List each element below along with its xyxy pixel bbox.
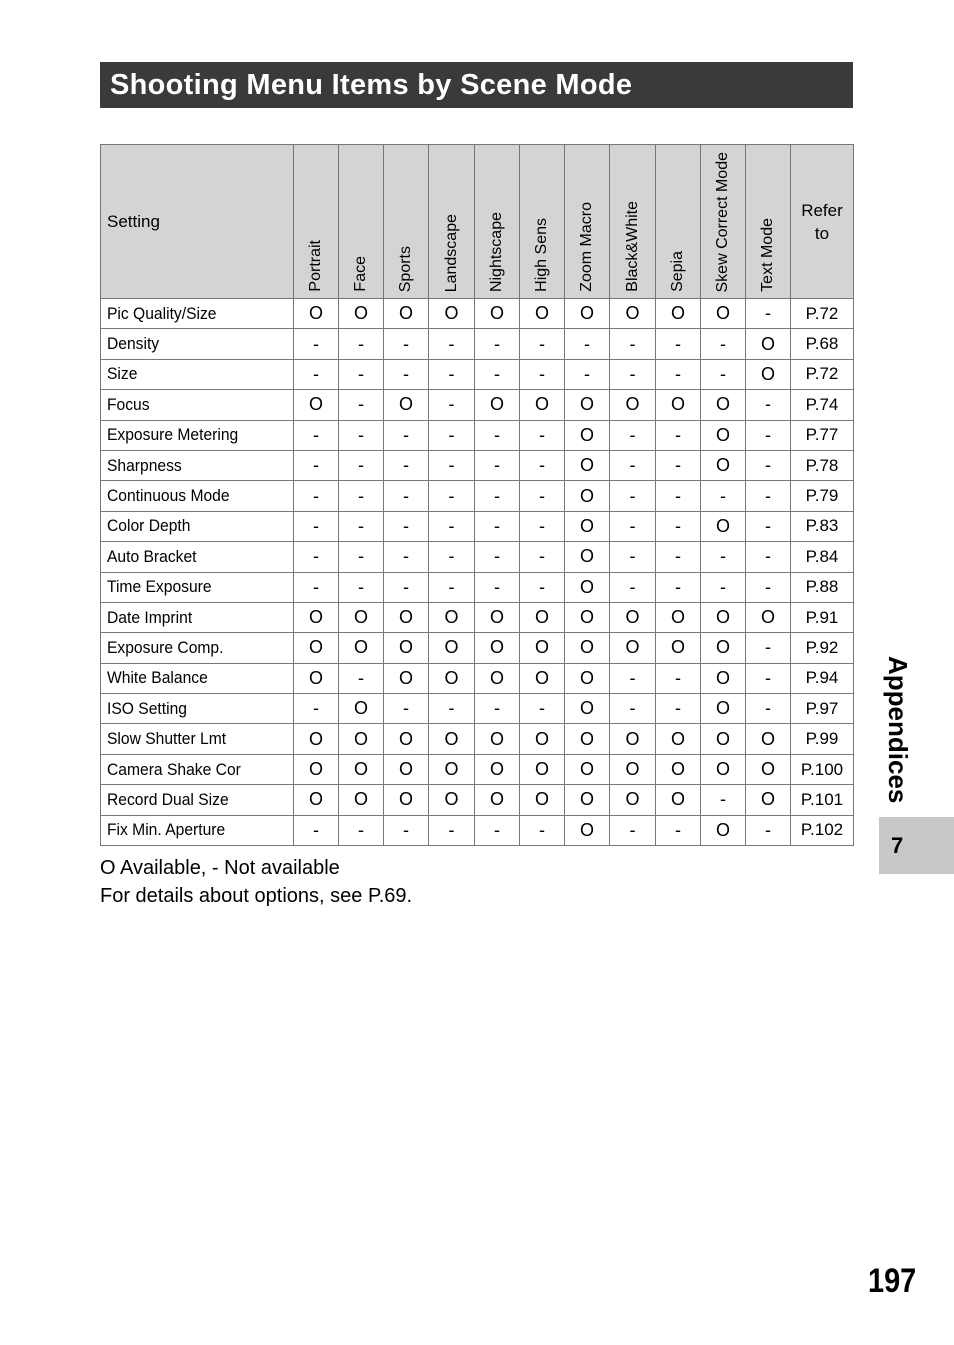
page-reference: P.101 <box>791 785 854 815</box>
availability-cell: - <box>384 329 429 359</box>
availability-cell: - <box>520 694 565 724</box>
page-reference: P.102 <box>791 815 854 845</box>
table-row <box>101 815 854 845</box>
availability-cell: - <box>339 815 384 845</box>
availability-cell: O <box>656 754 701 784</box>
availability-cell: O <box>520 724 565 754</box>
availability-cell: O <box>475 390 520 420</box>
availability-cell: - <box>475 511 520 541</box>
availability-cell: O <box>610 785 656 815</box>
availability-cell: - <box>610 359 656 389</box>
availability-cell: - <box>520 420 565 450</box>
availability-cell: O <box>746 724 791 754</box>
mode-column-header <box>339 145 384 299</box>
mode-label: Sepia <box>669 251 686 292</box>
availability-cell: O <box>701 299 746 329</box>
page-reference: P.84 <box>791 542 854 572</box>
refer-header-line: to <box>814 223 830 243</box>
availability-cell: - <box>520 511 565 541</box>
availability-cell: - <box>384 450 429 480</box>
table-row <box>101 390 854 420</box>
availability-cell: - <box>746 481 791 511</box>
availability-cell: - <box>520 815 565 845</box>
table-row <box>101 633 854 663</box>
page-number: 197 <box>868 1262 917 1300</box>
availability-cell: - <box>610 663 656 693</box>
table-row <box>101 724 854 754</box>
availability-cell: O <box>339 633 384 663</box>
availability-cell: O <box>520 633 565 663</box>
page-reference: P.74 <box>791 390 854 420</box>
availability-cell: - <box>339 511 384 541</box>
availability-cell: O <box>701 450 746 480</box>
availability-cell: O <box>339 785 384 815</box>
mode-label: Text Mode <box>759 218 776 292</box>
table-body <box>101 299 854 846</box>
setting-name: Exposure Comp. <box>101 633 279 663</box>
availability-cell: O <box>701 420 746 450</box>
setting-name: Time Exposure <box>101 572 279 602</box>
refer-header-line: Refer <box>801 200 843 220</box>
table-row <box>101 299 854 329</box>
availability-cell: O <box>701 694 746 724</box>
availability-cell: O <box>565 390 610 420</box>
availability-cell: O <box>294 785 339 815</box>
availability-cell: O <box>565 602 610 632</box>
page-reference: P.72 <box>791 359 854 389</box>
scene-mode-table <box>100 144 854 846</box>
table-row <box>101 329 854 359</box>
availability-cell: - <box>429 511 475 541</box>
availability-cell: - <box>656 329 701 359</box>
availability-cell: O <box>610 754 656 784</box>
availability-cell: O <box>746 329 791 359</box>
availability-cell: - <box>520 329 565 359</box>
availability-cell: - <box>610 572 656 602</box>
availability-cell: O <box>565 694 610 724</box>
mode-column-header <box>475 145 520 299</box>
availability-cell: O <box>475 633 520 663</box>
availability-cell: O <box>384 633 429 663</box>
availability-cell: O <box>610 602 656 632</box>
availability-cell: - <box>656 359 701 389</box>
mode-column-header <box>656 145 701 299</box>
availability-cell: - <box>656 572 701 602</box>
mode-column-header <box>565 145 610 299</box>
availability-cell: - <box>339 359 384 389</box>
table-row <box>101 572 854 602</box>
setting-name: Camera Shake Cor <box>101 754 279 784</box>
availability-cell: - <box>475 450 520 480</box>
setting-name: Color Depth <box>101 511 279 541</box>
page-reference: P.88 <box>791 572 854 602</box>
mode-column-header <box>429 145 475 299</box>
availability-cell: - <box>701 329 746 359</box>
availability-cell: O <box>656 724 701 754</box>
availability-cell: - <box>429 542 475 572</box>
availability-cell: O <box>565 481 610 511</box>
table-row <box>101 511 854 541</box>
availability-cell: - <box>701 359 746 389</box>
availability-cell: O <box>565 450 610 480</box>
legend <box>100 854 412 910</box>
availability-cell: O <box>475 663 520 693</box>
availability-cell: O <box>339 694 384 724</box>
availability-cell: - <box>610 420 656 450</box>
legend-details-note: For details about options, see P.69. <box>100 885 413 907</box>
setting-name: ISO Setting <box>101 694 279 724</box>
availability-cell: - <box>475 572 520 602</box>
availability-cell: - <box>429 815 475 845</box>
availability-cell: O <box>610 390 656 420</box>
availability-cell: - <box>746 663 791 693</box>
mode-label: Nightscape <box>488 211 505 292</box>
availability-cell: - <box>339 329 384 359</box>
availability-cell: - <box>429 359 475 389</box>
availability-cell: - <box>339 481 384 511</box>
availability-cell: O <box>701 511 746 541</box>
availability-cell: O <box>565 572 610 602</box>
availability-cell: O <box>429 663 475 693</box>
availability-cell: O <box>294 299 339 329</box>
legend-availability: O Available, - Not available <box>100 857 340 879</box>
availability-cell: O <box>701 390 746 420</box>
page-reference: P.91 <box>791 602 854 632</box>
setting-name: Auto Bracket <box>101 542 279 572</box>
availability-cell: - <box>339 420 384 450</box>
availability-cell: - <box>429 450 475 480</box>
availability-cell: - <box>384 694 429 724</box>
availability-cell: - <box>656 450 701 480</box>
page-reference: P.77 <box>791 420 854 450</box>
availability-cell: - <box>294 511 339 541</box>
availability-cell: - <box>565 329 610 359</box>
availability-cell: O <box>339 299 384 329</box>
availability-cell: - <box>294 359 339 389</box>
availability-cell: O <box>294 724 339 754</box>
availability-cell: - <box>610 450 656 480</box>
availability-cell: O <box>746 754 791 784</box>
availability-cell: - <box>429 390 475 420</box>
availability-cell: O <box>339 724 384 754</box>
availability-cell: O <box>565 299 610 329</box>
availability-cell: O <box>520 663 565 693</box>
availability-cell: O <box>520 602 565 632</box>
mode-label: Face <box>352 256 369 292</box>
availability-cell: - <box>384 511 429 541</box>
availability-cell: - <box>475 542 520 572</box>
availability-cell: O <box>565 724 610 754</box>
availability-cell: - <box>384 572 429 602</box>
availability-cell: O <box>475 602 520 632</box>
availability-cell: O <box>565 754 610 784</box>
availability-cell: O <box>565 420 610 450</box>
availability-cell: - <box>610 329 656 359</box>
availability-cell: - <box>294 815 339 845</box>
availability-cell: - <box>746 390 791 420</box>
availability-cell: O <box>429 724 475 754</box>
availability-cell: O <box>384 785 429 815</box>
availability-cell: O <box>610 724 656 754</box>
availability-cell: O <box>610 633 656 663</box>
availability-cell: - <box>520 450 565 480</box>
availability-cell: - <box>294 542 339 572</box>
mode-label: High Sens <box>533 218 550 292</box>
availability-cell: - <box>475 359 520 389</box>
page-reference: P.78 <box>791 450 854 480</box>
availability-cell: - <box>384 420 429 450</box>
refer-column-header <box>791 145 854 299</box>
availability-cell: - <box>610 694 656 724</box>
table-row <box>101 450 854 480</box>
availability-cell: O <box>701 633 746 663</box>
mode-column-header <box>701 145 746 299</box>
availability-cell: - <box>746 572 791 602</box>
availability-cell: O <box>520 390 565 420</box>
availability-cell: O <box>565 542 610 572</box>
availability-cell: O <box>656 633 701 663</box>
availability-cell: - <box>429 694 475 724</box>
availability-cell: O <box>701 754 746 784</box>
availability-cell: - <box>339 450 384 480</box>
availability-cell: - <box>701 481 746 511</box>
availability-cell: O <box>656 602 701 632</box>
page-reference: P.99 <box>791 724 854 754</box>
table-row <box>101 602 854 632</box>
availability-cell: - <box>294 481 339 511</box>
availability-cell: - <box>520 359 565 389</box>
availability-cell: O <box>339 602 384 632</box>
availability-cell: - <box>610 542 656 572</box>
table-row <box>101 785 854 815</box>
table-row <box>101 663 854 693</box>
availability-cell: O <box>656 785 701 815</box>
mode-label: Zoom Macro <box>578 202 595 292</box>
mode-label: Skew Correct Mode <box>714 151 731 292</box>
availability-cell: - <box>746 694 791 724</box>
availability-cell: - <box>520 542 565 572</box>
availability-cell: - <box>339 390 384 420</box>
availability-cell: - <box>656 694 701 724</box>
availability-cell: - <box>384 481 429 511</box>
availability-cell: - <box>384 359 429 389</box>
availability-cell: - <box>475 694 520 724</box>
availability-cell: - <box>701 542 746 572</box>
availability-cell: O <box>475 754 520 784</box>
availability-cell: - <box>339 663 384 693</box>
page-reference: P.79 <box>791 481 854 511</box>
availability-cell: O <box>746 785 791 815</box>
availability-cell: - <box>746 815 791 845</box>
availability-cell: - <box>610 815 656 845</box>
availability-cell: - <box>746 450 791 480</box>
mode-label: Sports <box>397 245 414 292</box>
mode-label: Landscape <box>442 213 460 292</box>
section-title: Shooting Menu Items by Scene Mode <box>100 62 853 108</box>
availability-cell: O <box>429 602 475 632</box>
availability-cell: - <box>656 815 701 845</box>
availability-cell: - <box>565 359 610 389</box>
table-row <box>101 359 854 389</box>
availability-cell: O <box>610 299 656 329</box>
availability-cell: - <box>520 572 565 602</box>
availability-cell: - <box>656 481 701 511</box>
availability-cell: O <box>746 359 791 389</box>
availability-cell: - <box>475 329 520 359</box>
availability-cell: - <box>746 542 791 572</box>
availability-cell: O <box>565 511 610 541</box>
availability-cell: - <box>429 572 475 602</box>
availability-cell: O <box>520 785 565 815</box>
setting-name: Record Dual Size <box>101 785 279 815</box>
availability-cell: O <box>565 663 610 693</box>
availability-cell: O <box>429 299 475 329</box>
chapter-tab: 7 <box>879 817 954 874</box>
availability-cell: O <box>475 299 520 329</box>
availability-cell: - <box>746 511 791 541</box>
availability-cell: O <box>339 754 384 784</box>
availability-cell: O <box>384 754 429 784</box>
availability-cell: - <box>429 481 475 511</box>
page-reference: P.83 <box>791 511 854 541</box>
availability-cell: O <box>701 815 746 845</box>
availability-cell: - <box>294 572 339 602</box>
mode-column-header <box>746 145 791 299</box>
setting-name: White Balance <box>101 663 279 693</box>
availability-cell: - <box>656 542 701 572</box>
table-row <box>101 694 854 724</box>
availability-cell: O <box>746 602 791 632</box>
availability-cell: - <box>294 450 339 480</box>
availability-cell: O <box>429 785 475 815</box>
setting-name: Fix Min. Aperture <box>101 815 279 845</box>
availability-cell: O <box>520 299 565 329</box>
setting-name: Focus <box>101 390 279 420</box>
availability-cell: - <box>701 785 746 815</box>
availability-cell: - <box>701 572 746 602</box>
availability-cell: O <box>294 663 339 693</box>
availability-cell: O <box>384 663 429 693</box>
availability-cell: - <box>339 572 384 602</box>
setting-name: Pic Quality/Size <box>101 299 279 329</box>
availability-cell: O <box>384 390 429 420</box>
page-reference: P.68 <box>791 329 854 359</box>
availability-cell: - <box>746 299 791 329</box>
availability-cell: - <box>429 420 475 450</box>
availability-cell: O <box>565 633 610 663</box>
availability-cell: - <box>746 420 791 450</box>
mode-label: Portrait <box>307 240 324 292</box>
availability-cell: - <box>429 329 475 359</box>
availability-cell: - <box>520 481 565 511</box>
mode-column-header <box>294 145 339 299</box>
table-row <box>101 481 854 511</box>
availability-cell: - <box>610 511 656 541</box>
setting-name: Continuous Mode <box>101 481 279 511</box>
availability-cell: O <box>384 299 429 329</box>
setting-name: Date Imprint <box>101 602 279 632</box>
mode-label: Black&White <box>623 201 641 292</box>
table-row <box>101 754 854 784</box>
mode-column-header <box>610 145 656 299</box>
availability-cell: - <box>294 694 339 724</box>
availability-cell: O <box>520 754 565 784</box>
availability-cell: - <box>746 633 791 663</box>
availability-cell: O <box>294 602 339 632</box>
availability-cell: O <box>475 785 520 815</box>
availability-cell: - <box>475 420 520 450</box>
setting-name: Sharpness <box>101 450 279 480</box>
appendices-side-label: Appendices <box>883 656 913 804</box>
availability-cell: - <box>339 542 384 572</box>
availability-cell: - <box>656 663 701 693</box>
table-row <box>101 420 854 450</box>
mode-column-header <box>520 145 565 299</box>
page-reference: P.72 <box>791 299 854 329</box>
availability-cell: O <box>656 390 701 420</box>
availability-cell: O <box>475 724 520 754</box>
table-header-row <box>101 145 854 299</box>
availability-cell: O <box>656 299 701 329</box>
availability-cell: O <box>701 724 746 754</box>
availability-cell: - <box>656 420 701 450</box>
table-row <box>101 542 854 572</box>
availability-cell: - <box>294 329 339 359</box>
setting-name: Density <box>101 329 279 359</box>
availability-cell: O <box>384 724 429 754</box>
availability-cell: - <box>384 542 429 572</box>
setting-name: Exposure Metering <box>101 420 279 450</box>
availability-cell: - <box>475 815 520 845</box>
page-reference: P.100 <box>791 754 854 784</box>
availability-cell: O <box>701 663 746 693</box>
availability-cell: - <box>475 481 520 511</box>
availability-cell: O <box>294 754 339 784</box>
setting-column-header: Setting <box>101 145 294 299</box>
page-reference: P.94 <box>791 663 854 693</box>
availability-cell: O <box>565 785 610 815</box>
availability-cell: O <box>429 754 475 784</box>
availability-cell: - <box>656 511 701 541</box>
availability-cell: - <box>610 481 656 511</box>
availability-cell: - <box>384 815 429 845</box>
availability-cell: - <box>294 420 339 450</box>
availability-cell: O <box>384 602 429 632</box>
setting-name: Slow Shutter Lmt <box>101 724 279 754</box>
setting-name: Size <box>101 359 279 389</box>
page-reference: P.92 <box>791 633 854 663</box>
page-reference: P.97 <box>791 694 854 724</box>
availability-cell: O <box>429 633 475 663</box>
mode-column-header <box>384 145 429 299</box>
availability-cell: O <box>565 815 610 845</box>
availability-cell: O <box>294 633 339 663</box>
availability-cell: O <box>701 602 746 632</box>
availability-cell: O <box>294 390 339 420</box>
